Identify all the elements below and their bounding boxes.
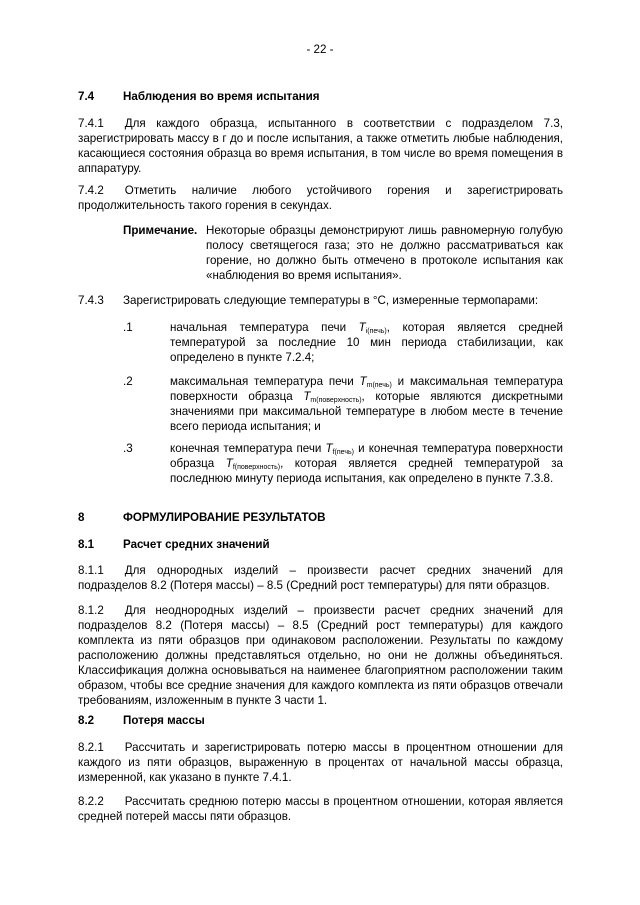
list-item-text: конечная температура печи $T_{f(печь)}$ и конечная температура поверхности образца $T_{f(поверхность)}$, которая является средней температурой за последнюю минуту периода испытания, как определено в пункте 7.3.8.: [170, 442, 564, 485]
paragraph-text: [78, 740, 563, 785]
paragraph-number: 7.4.2: [78, 184, 104, 197]
list-item-number: .3: [123, 442, 133, 455]
paragraph-text: [78, 603, 563, 708]
list-item-3: [78, 441, 563, 503]
paragraph-number: 7.4.1: [78, 117, 104, 130]
paragraph-text: [78, 563, 563, 593]
paragraph-body: Зарегистрировать следующие температуры в °C, измеренные термопарами:: [123, 294, 539, 307]
list-item-number: .1: [123, 321, 133, 334]
paragraph-body: Для однородных изделий – произвести расчет средних значений для подразделов 8.2 (Потеря массы) – 8.5 (Средний рост температуры) для пяти образцов.: [78, 564, 563, 592]
list-item-text: максимальная температура печи $T_{m(печь)}$ и максимальная температура поверхности образца $T_{m(поверхность)}$, которые являются дискретными значениями при максимальной температуре в любом месте в течение всего периода испытания; и: [170, 375, 563, 433]
paragraph-text: [78, 794, 563, 824]
paragraph-text: [78, 116, 563, 176]
paragraph-number: 8.2.2: [78, 795, 104, 808]
note-block: [78, 223, 563, 285]
paragraph-8-2-2: [78, 794, 563, 824]
paragraph-number: 7.4.3: [78, 294, 104, 307]
paragraph-body: Для каждого образца, испытанного в соответствии с подразделом 7.3, зарегистрировать массу в г до и после испытания, а также отметить любые наблюдения, касающиеся состояния образца во время испытания, в том числе во время помещения в аппаратуру.: [78, 117, 563, 175]
paragraph-body: Рассчитать и зарегистрировать потерю массы в процентном отношении для каждого из пяти образцов, выраженную в процентах от начальной массы образца, измеренной, как указано в пункте 7.4.1.: [78, 741, 563, 784]
paragraph-number: 8.1.1: [78, 564, 104, 577]
list-item-2: [78, 374, 563, 436]
paragraph-7-4-2: [78, 183, 563, 213]
section-number: 8.1: [78, 538, 95, 551]
paragraph-7-4-1: [78, 116, 563, 176]
section-number: 8.2: [78, 714, 95, 727]
section-title: Наблюдения во время испытания: [123, 90, 320, 103]
list-item-text: начальная температура печи $T_{i(печь)}$, которая является средней температурой за последние 10 мин периода стабилизации, как определено в пункте 7.2.4;: [170, 321, 563, 364]
paragraph-8-1-2: [78, 603, 563, 708]
paragraph-text: [78, 183, 563, 213]
list-item-1: [78, 320, 563, 368]
section-number: 8: [78, 511, 85, 524]
page-number: - 22 -: [306, 43, 334, 56]
paragraph-body: Для неоднородных изделий – произвести расчет средних значений для подразделов 8.2 (Потеря массы) – 8.5 (Средний рост температуры) для каждого комплекта из пяти образцов при одинаковом расположении. Результаты по каждому расположению должны представляться отдельно, но они не должны объединяться. Классификация должна основываться на наименее благоприятном расположении таким образом, чтобы все средние значения для каждого комплекта из пяти образцов отвечали требованиям, изложенным в пункте 3 части 1.: [78, 604, 563, 707]
list-item-number: .2: [123, 375, 133, 388]
section-title: Расчет средних значений: [123, 538, 270, 551]
paragraph-number: 8.1.2: [78, 604, 104, 617]
section-title: ФОРМУЛИРОВАНИЕ РЕЗУЛЬТАТОВ: [123, 511, 326, 524]
section-title: Потеря массы: [123, 714, 205, 727]
note-label: Примечание.: [123, 224, 198, 237]
note-text: Некоторые образцы демонстрируют лишь равномерную голубую полосу светящегося газа; это не должно рассматриваться как горение, но должно быть отмечено в протоколе испытания как «наблюдения во время испытания».: [206, 224, 563, 282]
paragraph-8-1-1: [78, 563, 563, 593]
paragraph-body: Отметить наличие любого устойчивого горения и зарегистрировать продолжительность такого горения в секундах.: [78, 184, 563, 212]
section-number: 7.4: [78, 90, 95, 103]
paragraph-8-2-1: [78, 740, 563, 785]
paragraph-number: 8.2.1: [78, 741, 104, 754]
paragraph-body: Рассчитать среднюю потерю массы в процентном отношении, которая является средней потерей массы пяти образцов.: [78, 795, 563, 823]
